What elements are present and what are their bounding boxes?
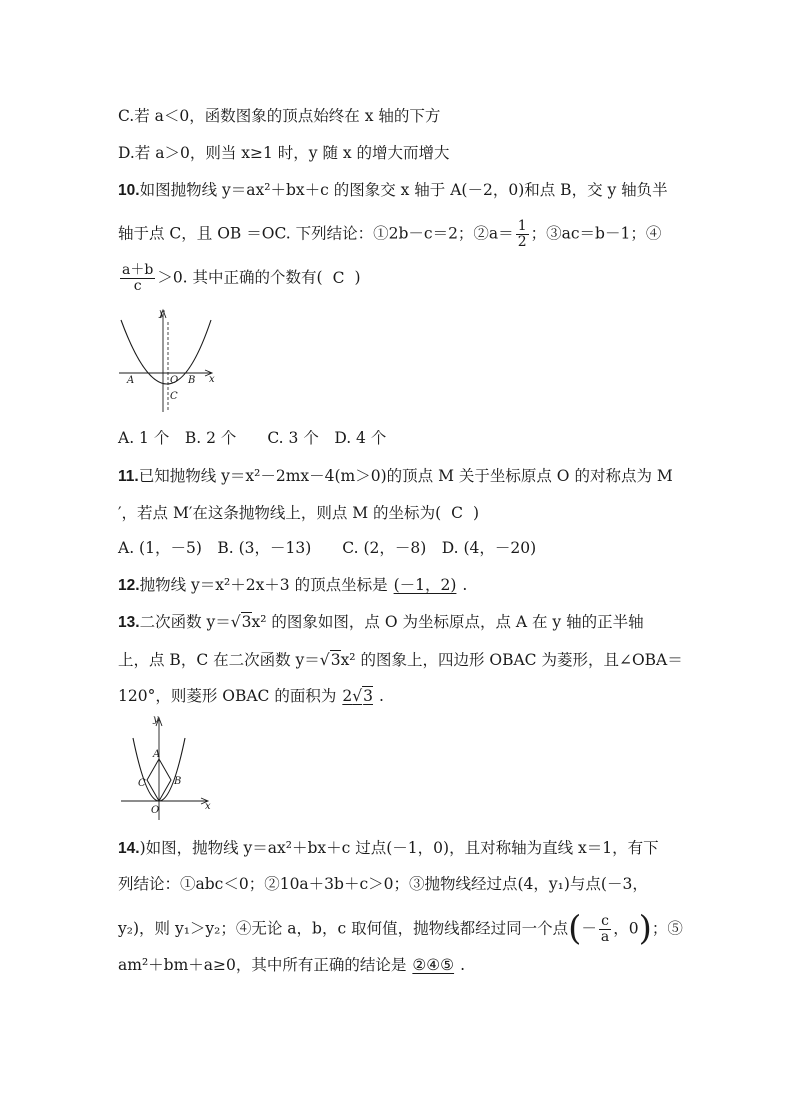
q10-text: 轴于点 C，且 OB ＝OC. 下列结论：①2b－c＝2；②a＝ <box>118 224 514 243</box>
label-a: A <box>153 749 161 760</box>
q12-text: . <box>462 576 468 594</box>
question-number: 14. <box>118 840 140 857</box>
q14-text: am²＋bm＋a≥0，其中所有正确的结论是 <box>118 956 407 974</box>
label-y: y <box>159 308 165 319</box>
question-number: 10. <box>118 182 140 199</box>
q11-text: ′，若点 M′在这条抛物线上，则点 M 的坐标为( <box>118 504 442 522</box>
sqrt-symbol: √ <box>319 651 330 669</box>
q10-text: ＞0. 其中正确的个数有( <box>157 268 323 287</box>
q13-line2 <box>118 650 683 670</box>
frac-num: a＋b <box>122 262 154 278</box>
q13-line1 <box>118 612 644 633</box>
sqrt-radicand: 3 <box>363 687 373 705</box>
sqrt-symbol: √ <box>352 687 363 705</box>
minus-sign: － <box>581 919 597 938</box>
fraction-one-half <box>516 219 529 250</box>
label-x: x <box>205 801 211 812</box>
q14-line4 <box>118 955 465 975</box>
label-x: x <box>209 374 215 385</box>
fraction-c-over-a <box>599 914 611 945</box>
q11-answer: C <box>451 504 463 522</box>
q11-text: 已知抛物线 y＝x²－2mx－4(m＞0)的顶点 M 关于坐标原点 O 的对称点为 M <box>138 467 673 485</box>
q14-line2: 列结论：①abc＜0；②10a＋3b＋c＞0；③抛物线经过点(4，y₁)与点(－3， <box>118 875 648 893</box>
rhombus-parabola-figure <box>117 710 215 822</box>
label-c: C <box>170 391 178 402</box>
sqrt-radicand: 3 <box>330 651 341 669</box>
label-b: B <box>174 776 182 787</box>
sqrt-symbol: √ <box>230 613 241 631</box>
fraction-a-plus-b-over-c <box>120 263 155 294</box>
q9-option-c: C.若 a＜0，函数图象的顶点始终在 x 轴的下方 <box>118 107 441 125</box>
parabola-figure-1 <box>115 302 220 414</box>
q10-choices: A. 1 个 B. 2 个 C. 3 个 D. 4 个 <box>118 429 387 447</box>
label-a: A <box>127 375 135 386</box>
parabola-curve <box>121 320 211 384</box>
q10-text: ) <box>354 268 361 287</box>
q10-line2 <box>118 219 661 250</box>
frac-den: c <box>133 278 142 294</box>
q11-choices: A. (1，－5) B. (3，－13) C. (2，－8) D. (4，－20) <box>118 539 537 557</box>
q9-option-d: D.若 a＞0，则当 x≥1 时，y 随 x 的增大而增大 <box>118 144 450 162</box>
q13-text: x² 的图象上，四边形 OBAC 为菱形，且∠OBA＝ <box>340 651 683 669</box>
q14-line1 <box>118 838 659 859</box>
left-paren: ( <box>568 908 582 949</box>
q13-text: x² 的图象如图，点 O 为坐标原点，点 A 在 y 轴的正半轴 <box>251 613 644 631</box>
sqrt-radicand: 3 <box>241 613 252 631</box>
label-o: O <box>170 375 179 386</box>
q10-answer: C <box>332 268 345 287</box>
answer-coef: 2 <box>342 687 353 705</box>
q11-line2 <box>118 503 479 523</box>
q10-text: 如图抛物线 y＝ax²＋bx＋c 的图象交 x 轴于 A(－2，0)和点 B，交 y 轴负半 <box>139 181 668 199</box>
q11-text: ) <box>473 504 480 522</box>
q10-text: ；③ac＝b－1；④ <box>530 224 662 243</box>
q14-answer: ②④⑤ <box>412 956 455 974</box>
question-number: 11. <box>118 468 139 485</box>
q14-text: ；⑤ <box>651 919 683 938</box>
q10-line1 <box>118 180 668 201</box>
right-paren: ) <box>638 908 652 949</box>
q12-text: 抛物线 y＝x²＋2x＋3 的顶点坐标是 <box>139 576 388 594</box>
frac-num: 1 <box>517 218 527 234</box>
q11-line1 <box>118 466 673 487</box>
frac-den: a <box>600 929 610 945</box>
q13-text: 上，点 B，C 在二次函数 y＝ <box>118 651 320 669</box>
question-number: 13. <box>118 614 140 631</box>
q13-answer <box>336 687 379 705</box>
q13-text: 二次函数 y＝ <box>139 613 231 631</box>
q14-line3 <box>118 908 683 949</box>
label-o: O <box>151 805 160 816</box>
q13-line3 <box>118 686 384 706</box>
q13-text: . <box>378 687 384 705</box>
q14-text: y₂)，则 y₁＞y₂；④无论 a，b，c 取何值，抛物线都经过同一个点 <box>118 919 569 938</box>
q13-text: 120°，则菱形 OBAC 的面积为 <box>118 687 337 705</box>
q14-text: )如图，抛物线 y＝ax²＋bx＋c 过点(－1，0)，且对称轴为直线 x＝1，有下 <box>139 839 659 857</box>
question-number: 12. <box>118 577 140 594</box>
frac-num: c <box>599 914 611 930</box>
frac-den: 2 <box>517 234 527 250</box>
label-b: B <box>188 375 196 386</box>
q14-text: ，0 <box>613 919 639 938</box>
q10-line3 <box>118 263 361 294</box>
label-y: y <box>153 714 159 725</box>
q12-line <box>118 575 467 596</box>
q12-answer: (－1，2) <box>393 576 457 594</box>
q14-text: . <box>460 956 465 974</box>
label-c: C <box>138 778 146 789</box>
